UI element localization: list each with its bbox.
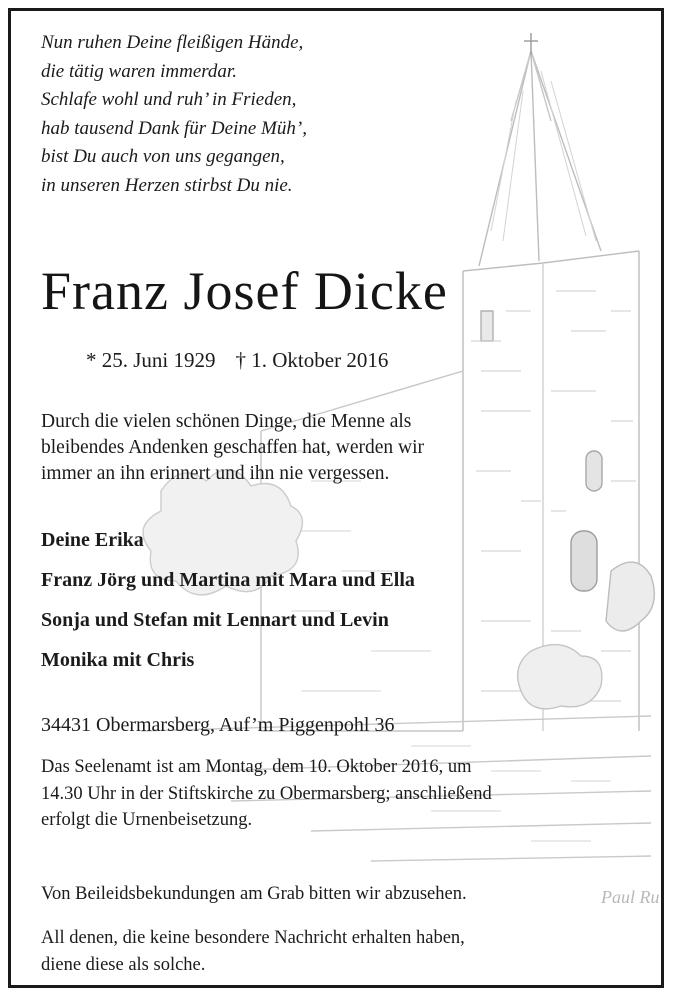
- tribute-line: Durch die vielen schönen Dinge, die Menne als: [41, 411, 412, 432]
- mourner-entry: Franz Jörg und Martina mit Mara und Ella: [41, 569, 415, 591]
- service-line: Das Seelenamt ist am Montag, dem 10. Oktober 2016, um: [41, 757, 472, 777]
- poem-line: Nun ruhen Deine fleißigen Hände,: [41, 32, 304, 53]
- mourner-entry: Deine Erika: [41, 529, 144, 551]
- service-line: erfolgt die Urnenbeisetzung.: [41, 810, 253, 830]
- obituary-frame: [8, 8, 664, 988]
- service-line: 14.30 Uhr in der Stiftskirche zu Obermarsberg; anschließend: [41, 783, 492, 804]
- poem-line: in unseren Herzen stirbst Du nie.: [41, 174, 293, 196]
- closing-line: diene diese als solche.: [41, 954, 206, 975]
- service-info: [41, 754, 492, 834]
- memorial-poem: [41, 29, 307, 201]
- tribute-line: bleibendes Andenken geschaffen hat, werden wir: [41, 437, 425, 458]
- artist-signature: Paul Ru: [601, 887, 660, 907]
- poem-line: hab tausend Dank für Deine Müh’,: [41, 117, 307, 139]
- poem-line: Schlafe wohl und ruh’ in Frieden,: [41, 89, 297, 111]
- poem-line: bist Du auch von uns gegangen,: [41, 146, 285, 168]
- deceased-name: Franz Josef Dicke: [41, 261, 448, 321]
- condolence-note: Von Beileidsbekundungen am Grab bitten wir abzusehen.: [41, 884, 467, 904]
- closing-line: All denen, die keine besondere Nachricht erhalten haben,: [41, 928, 465, 948]
- tribute-line: immer an ihn erinnert und ihn nie vergessen.: [41, 463, 390, 484]
- tribute-text: [41, 409, 424, 487]
- mourner-entry: Monika mit Chris: [41, 649, 195, 671]
- birth-date: * 25. Juni 1929: [86, 348, 216, 372]
- family-address: 34431 Obermarsberg, Auf’m Piggenpohl 36: [41, 714, 395, 736]
- poem-line: die tätig waren immerdar.: [41, 60, 237, 82]
- closing-note: [41, 925, 465, 978]
- mourner-entry: Sonja und Stefan mit Lennart und Levin: [41, 609, 389, 631]
- life-dates: [86, 345, 388, 375]
- mourners-list: [41, 520, 415, 680]
- death-date: † 1. Oktober 2016: [235, 348, 389, 372]
